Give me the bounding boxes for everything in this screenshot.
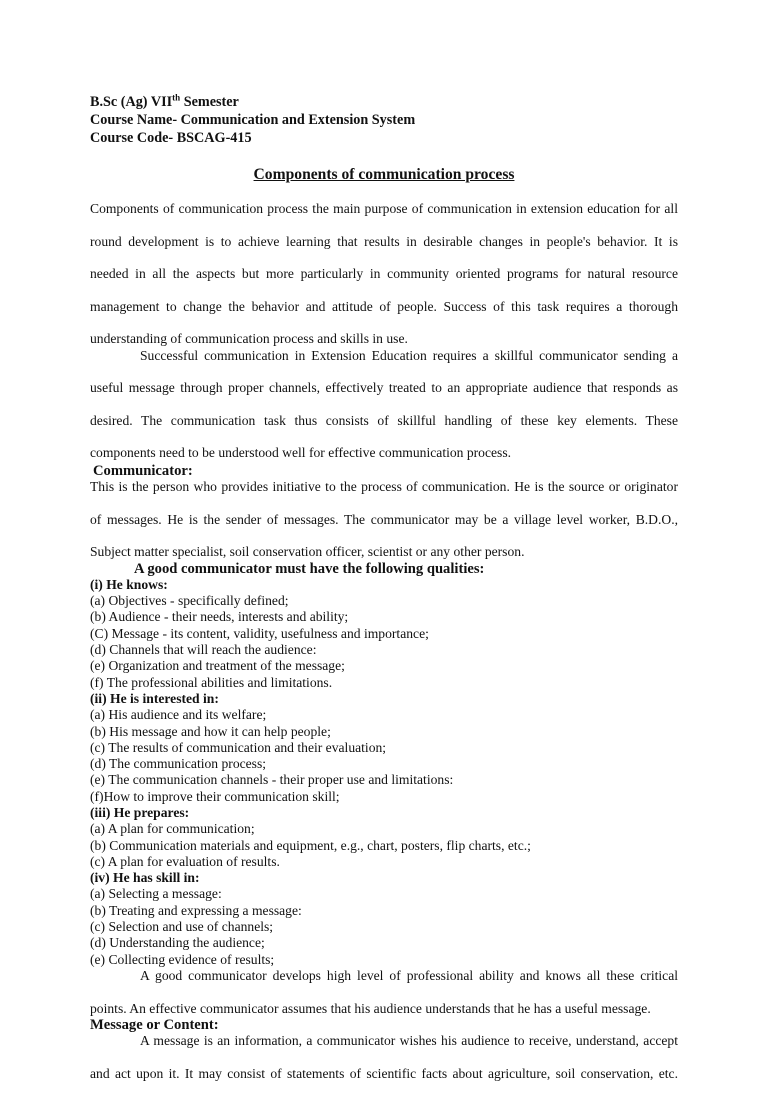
closing-paragraph <box>90 968 678 1017</box>
communicator-paragraph <box>90 479 678 560</box>
list-item: (c) A plan for evaluation of results. <box>90 853 280 869</box>
intro-paragraph <box>90 201 678 348</box>
list-item: (b) Communication materials and equipment, e.g., chart, posters, flip charts, etc.; <box>90 837 531 853</box>
semester-line: B.Sc (Ag) VIIth Semester <box>90 92 239 110</box>
group-title: (iv) He has skill in: <box>90 870 200 886</box>
group-title: (ii) He is interested in: <box>90 690 219 706</box>
group-title: (i) He knows: <box>90 576 168 592</box>
text-line: points. An effective communicator assumes that his audience understands that he has a useful message. <box>90 1000 651 1016</box>
list-item: (f)How to improve their communication skill; <box>90 788 340 804</box>
message-paragraph <box>90 1033 678 1098</box>
page-title: Components of communication process <box>253 166 515 183</box>
list-item: (e) Organization and treatment of the message; <box>90 658 345 674</box>
text-line: and act upon it. It may consist of statements of scientific facts about agriculture, soil conservation, etc. <box>90 1065 678 1081</box>
qualities-list <box>90 577 678 968</box>
list-item: (c) Selection and use of channels; <box>90 919 274 935</box>
list-item: (a) Selecting a message: <box>90 886 222 902</box>
text-line: understanding of communication process and skills in use. <box>90 331 408 347</box>
list-item: (d) Channels that will reach the audience: <box>90 642 317 658</box>
list-item: (b) Audience - their needs, interests and ability; <box>90 609 349 625</box>
list-item: (a) His audience and its welfare; <box>90 707 267 723</box>
text-line: A good communicator develops high level of professional ability and knows all these critical <box>140 967 678 983</box>
text-line: This is the person who provides initiative to the process of communication. He is the source or originator <box>90 479 678 495</box>
superscript: th <box>172 92 181 103</box>
text-line: needed in all the aspects but more particularly in community oriented programs for natural resource <box>90 266 678 282</box>
text-line: Components of communication process the main purpose of communication in extension education for all <box>90 201 678 216</box>
list-item: (b) His message and how it can help people; <box>90 723 331 739</box>
list-item: (a) Objectives - specifically defined; <box>90 593 289 609</box>
list-item: (b) Treating and expressing a message: <box>90 902 302 918</box>
text-line: Subject matter specialist, soil conservation officer, scientist or any other person. <box>90 544 525 560</box>
document-body <box>90 201 678 1098</box>
text-line: Successful communication in Extension Education requires a skillful communicator sending a <box>140 347 678 363</box>
text-line: useful message through proper channels, effectively treated to an appropriate audience that responds as <box>90 380 678 396</box>
course-header <box>90 93 415 147</box>
text-line: round development is to achieve learning that results in desirable changes in people's behavior. It is <box>90 233 678 249</box>
group-title: (iii) He prepares: <box>90 804 190 820</box>
list-item: (a) A plan for communication; <box>90 821 255 837</box>
text-line: of messages. He is the sender of messages. The communicator may be a village level worker, B.D.O., <box>90 511 678 527</box>
list-item: (e) The communication channels - their proper use and limitations: <box>90 772 454 788</box>
list-item: (c) The results of communication and their evaluation; <box>90 739 387 755</box>
text-line: management to change the behavior and attitude of people. Success of this task requires a thorough <box>90 298 678 314</box>
list-item: (f) The professional abilities and limitations. <box>90 674 333 690</box>
qualities-heading: A good communicator must have the following qualities: <box>134 560 485 577</box>
course-name: Course Name- Communication and Extension System <box>90 112 416 128</box>
intro-paragraph-2 <box>90 348 678 462</box>
text-line: components need to be understood well for effective communication process. <box>90 445 512 461</box>
message-heading: Message or Content: <box>90 1016 219 1033</box>
list-item: (e) Collecting evidence of results; <box>90 951 275 967</box>
communicator-heading: Communicator: <box>93 462 193 479</box>
course-code: Course Code- BSCAG-415 <box>90 130 252 146</box>
text-line: A message is an information, a communicator wishes his audience to receive, understand, accept <box>140 1033 678 1049</box>
list-item: (C) Message - its content, validity, usefulness and importance; <box>90 625 429 641</box>
text-line: desired. The communication task thus consists of skillful handling of these key elements. These <box>90 412 678 428</box>
list-item: (d) The communication process; <box>90 756 267 772</box>
list-item: (d) Understanding the audience; <box>90 935 265 951</box>
